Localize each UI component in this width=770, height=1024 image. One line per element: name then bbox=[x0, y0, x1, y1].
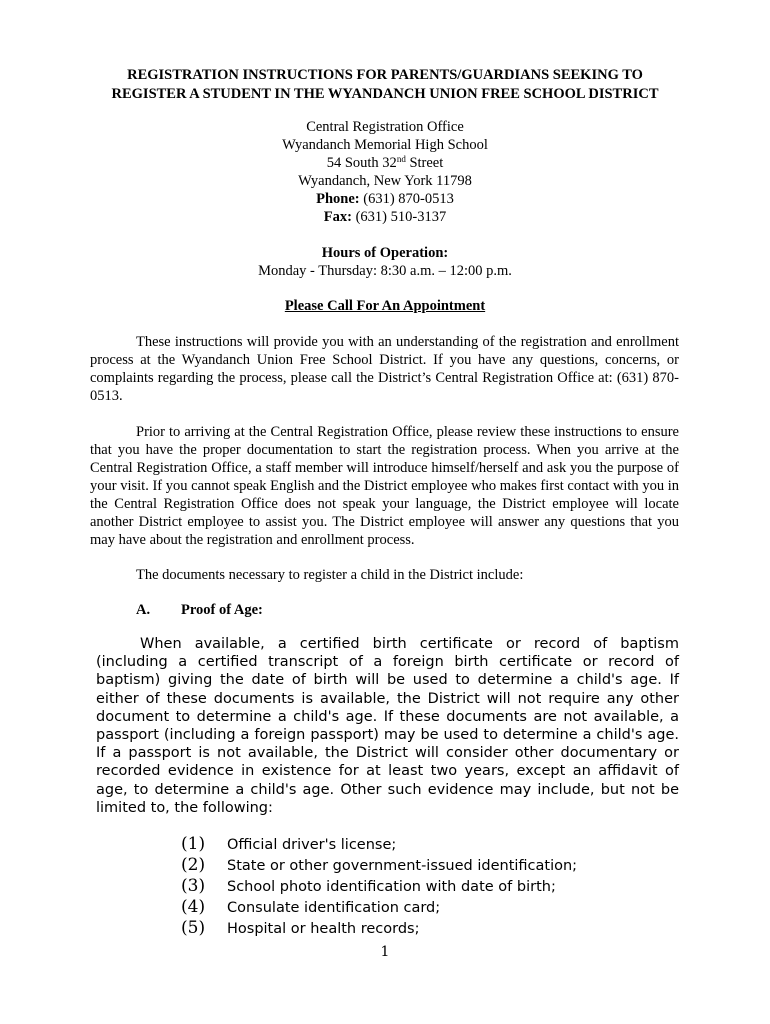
appointment-notice: Please Call For An Appointment bbox=[284, 298, 486, 314]
fax-number: (631) 510-3137 bbox=[351, 209, 447, 225]
arrival-paragraph: Prior to arriving at the Central Registration Office, please review these instructions to ensure that you have the proper documentation to start the registration process. When you arrive at the Central Registration Office, a staff member will introduce himself/herself and ask you the purpose of your visit. If you cannot speak English and the District employee who makes first contact with you in the Central Registration Office does not speak your language, the District employee will locate another District employee to assist you. The District employee will answer any questions that you may have about the registration and enrollment process. bbox=[90, 424, 679, 548]
list-item-text: Consulate identification card; bbox=[227, 900, 441, 916]
school-name: Wyandanch Memorial High School bbox=[282, 137, 488, 153]
list-item bbox=[181, 918, 641, 939]
list-item-number: (4) bbox=[181, 897, 206, 917]
list-item-number: (5) bbox=[181, 918, 206, 938]
title-line-1: REGISTRATION INSTRUCTIONS FOR PARENTS/GUARDIANS SEEKING TO bbox=[127, 67, 643, 83]
evidence-list bbox=[181, 834, 641, 939]
section-a-letter: A. bbox=[136, 602, 151, 618]
city-state-zip: Wyandanch, New York 11798 bbox=[298, 173, 472, 189]
phone-label: Phone: bbox=[316, 191, 360, 207]
list-item bbox=[181, 876, 641, 897]
list-item-number: (3) bbox=[181, 876, 206, 896]
hours-value: Monday - Thursday: 8:30 a.m. – 12:00 p.m. bbox=[258, 263, 512, 279]
section-a-title: Proof of Age: bbox=[181, 602, 263, 618]
street-number: 54 South 32 bbox=[326, 155, 397, 171]
street-suffix: nd bbox=[396, 154, 406, 164]
office-address-block bbox=[185, 118, 585, 226]
hours-block bbox=[185, 244, 585, 280]
title-line-2: REGISTER A STUDENT IN THE WYANDANCH UNION FREE SCHOOL DISTRICT bbox=[111, 86, 659, 102]
list-item-number: (2) bbox=[181, 855, 206, 875]
page-number: 1 bbox=[380, 944, 390, 960]
list-item bbox=[181, 897, 641, 918]
documents-intro: The documents necessary to register a child in the District include: bbox=[136, 567, 524, 583]
street-name: Street bbox=[405, 155, 444, 171]
list-item-number: (1) bbox=[181, 834, 206, 854]
section-a-heading bbox=[136, 601, 436, 619]
street-address bbox=[185, 154, 585, 172]
list-item bbox=[181, 855, 641, 876]
intro-paragraph: These instructions will provide you with an understanding of the registration and enrollment process at the Wyandanch Union Free School District. If you have any questions, concerns, or complaints regarding the process, please call the District’s Central Registration Office at: (631) 870-0513. bbox=[90, 334, 679, 404]
document-title bbox=[90, 66, 680, 104]
proof-of-age-paragraph: When available, a certified birth certificate or record of baptism (including a certified transcript of a foreign birth certificate or record of baptism) giving the date of birth will be used to determine a child's age. If either of these documents is available, the District will not require any other document to determine a child's age. If these documents are not available, a passport (including a foreign passport) may be used to determine a child's age. If a passport is not available, the District will consider other documentary or recorded evidence in existence for at least two years, except an affidavit of age, to determine a child's age. Other such evidence may include, but not be limited to, the following: bbox=[96, 636, 679, 816]
list-item-text: School photo identification with date of birth; bbox=[227, 879, 556, 895]
list-item-text: Official driver's license; bbox=[227, 837, 397, 853]
phone-number: (631) 870-0513 bbox=[359, 191, 454, 207]
list-item-text: State or other government-issued identification; bbox=[227, 858, 578, 874]
fax-line bbox=[185, 208, 585, 226]
hours-label: Hours of Operation: bbox=[321, 245, 449, 261]
office-name: Central Registration Office bbox=[306, 119, 464, 135]
fax-label: Fax: bbox=[323, 209, 352, 225]
list-item-text: Hospital or health records; bbox=[227, 921, 420, 937]
phone-line bbox=[185, 190, 585, 208]
list-item bbox=[181, 834, 641, 855]
